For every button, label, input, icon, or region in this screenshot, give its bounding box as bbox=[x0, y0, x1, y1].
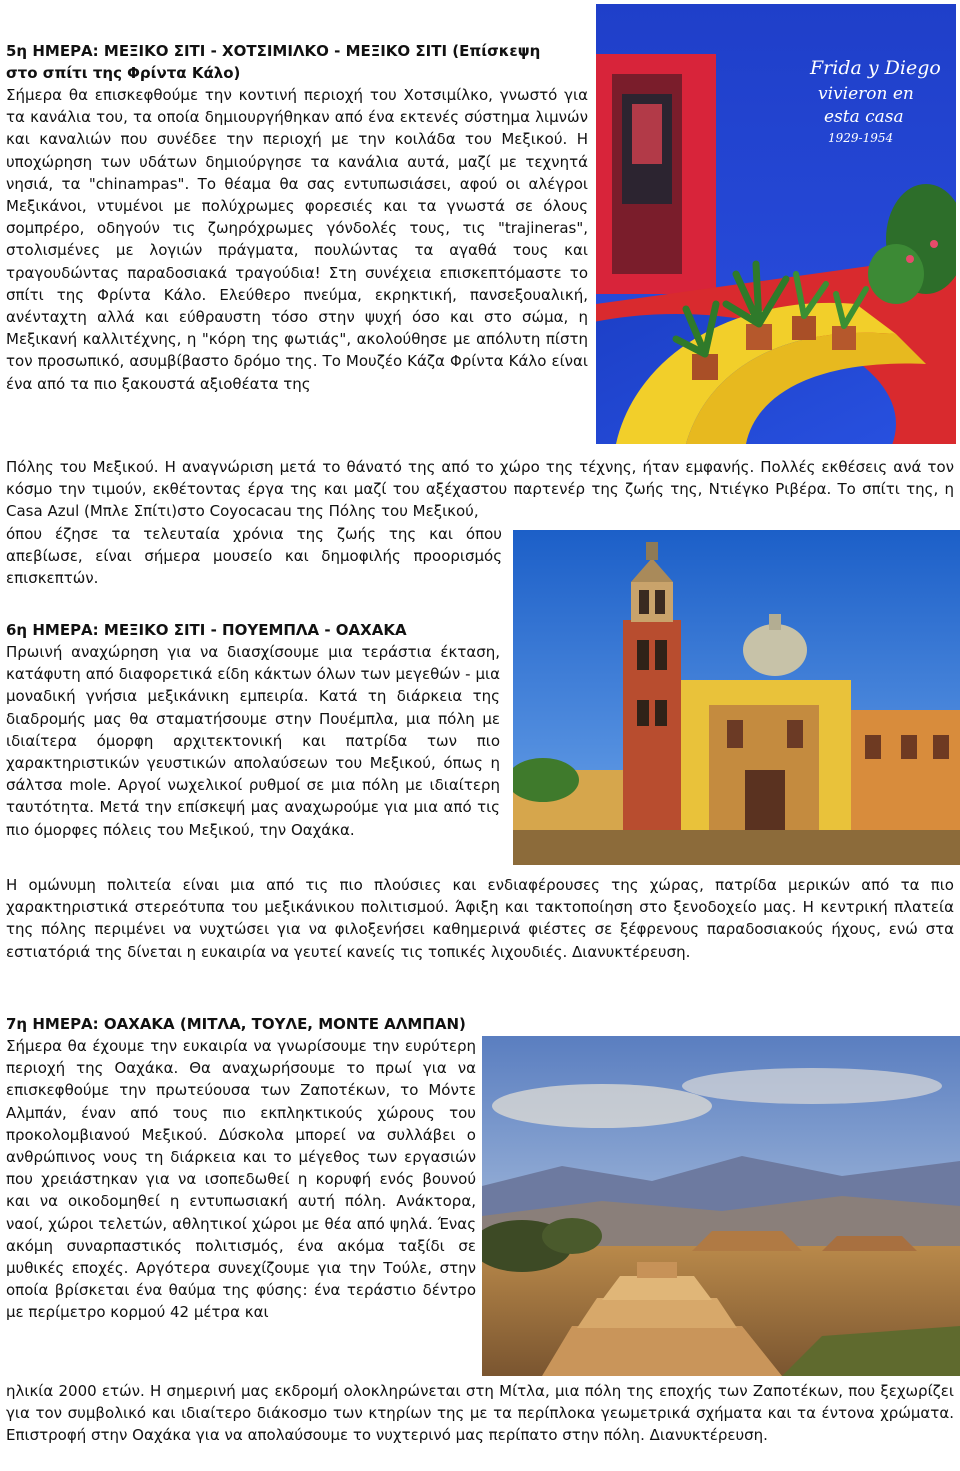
day5-paragraph: Σήμερα θα επισκεφθούμε την κοντινή περιοχή του Χοτσιμίλκο, γνωστό για τα κανάλια του, τα οποία δημιουργήθηκαν από ένα εκτενές σύστημα λιμνών και καναλιών που συνέδεε την περιοχή με την κοιλάδα του Μεξικού. Η υποχώρηση των υδάτων δημιούργησε τα κανάλια αυτά, μαζί με τεχνητά νησιά, τα "chinampas". Το θέαμα θα σας εντυπωσιάσει, αφού οι αλέγροι Μεξικάνοι, ντυμένοι με πολύχρωμες φορεσιές και τα γνωστά σε όλους σομπρέρο, οδηγούν τις ζωηρόχρωμες γόνδολές τους, τις "trajineras", στολισμένες με λογιών πράγματα, πουλώντας τα αγαθά τους και τραγουδώντας παραδοσιακά τραγούδια! Στη συνέχεια επισκεπτόμαστε το σπίτι της Φρίντα Κάλο. Ελεύθερο πνεύμα, εκρηκτική, πανσεξουαλική, ανένταχτη αλλά και εύθραυστη τόσο στην ψυχή όσο και στο σώμα, η Μεξικανή καλλιτέχνης, η "κόρη της φωτιάς", ακολούθησε με απόλυτη πίστη τον προσωπικό, ασυμβίβαστο δρόμο της. Το Μουζέο Κάζα Φρίντα Κάλο είναι ένα από τα πιο ξακουστά αξιοθέατα της bbox=[6, 86, 588, 393]
puebla-church-image bbox=[513, 530, 960, 865]
day5-paragraph-tail: όπου έζησε τα τελευταία χρόνια της ζωής της και όπου απεβίωσε, είναι σήμερα μουσείο και δημοφιλής προορισμός επισκεπτών. bbox=[6, 525, 502, 588]
day5-heading: 5η ΗΜΕΡΑ: ΜΕΞΙΚΟ ΣΙΤΙ - ΧΟΤΣΙΜΙΛΚΟ - ΜΕΞΙΚΟ ΣΙΤΙ (Επίσκεψη στο σπίτι της Φρίντα Κάλο) bbox=[6, 42, 541, 83]
svg-text:esta casa: esta casa bbox=[824, 107, 904, 127]
frida-kahlo-house-image bbox=[596, 4, 956, 444]
day6-heading: 6η ΗΜΕΡΑ: ΜΕΞΙΚΟ ΣΙΤΙ - ΠΟΥΕΜΠΛΑ - ΟΑΧΑΚΑ bbox=[6, 621, 407, 639]
svg-text:Frida y Diego: Frida y Diego bbox=[810, 57, 941, 79]
svg-text:vivieron en: vivieron en bbox=[818, 84, 914, 104]
monte-alban-image bbox=[482, 1036, 960, 1376]
day7-paragraph-continued: ηλικία 2000 ετών. Η σημερινή μας εκδρομή ολοκληρώνεται στη Μίτλα, μια πόλη της εποχής των Ζαποτέκων, που ξεχωρίζει για τον συμβολικό και ιδιαίτερο διάκοσμο των κτηρίων της με τα περίπλοκα γεωμετρικά σχήματα και τα έντονα χρώματα. Επιστροφή στην Οαχάκα για να απολαύσουμε το νυχτερινό μας περίπατο στην πόλη. Διανυκτέρευση. bbox=[6, 1382, 954, 1445]
day5-paragraph-continued: Πόλης του Μεξικού. Η αναγνώριση μετά το θάνατό της από το χώρο της τέχνης, ήταν εμφανής. Πολλές εκθέσεις ανά τον κόσμο την τιμούν, εκθέτοντας έργα της και μαζί του αξέχαστου παρτενέρ της ζωής της, Ντιέγκο Ριβέρα. Το σπίτι της, η Casa Azul (Μπλε Σπίτι)στο Coyocacau της Πόλης του Μεξικού, bbox=[6, 458, 954, 521]
day7-heading: 7η ΗΜΕΡΑ: ΟΑΧΑΚΑ (ΜΙΤΛΑ, ΤΟΥΛΕ, ΜΟΝΤΕ ΑΛΜΠΑΝ) bbox=[6, 1015, 466, 1033]
day6-paragraph: Πρωινή αναχώρηση για να διασχίσουμε μια τεράστια έκταση, κατάφυτη από διαφορετικά είδη κάκτων όλων των μεγεθών - μια μοναδική γνήσια μεξικάνικη εμπειρία. Κατά τη διάρκεια της διαδρομής μας θα σταματήσουμε στην Πουέμπλα, μια πόλη με ιδιαίτερα όμορφη αρχιτεκτονική και πατρίδα των πιο χαρακτηριστικών γευστικών απολαύσεων του Μεξικού, όπως η σάλτσα mole. Αργοί νωχελικοί ρυθμοί σε μια πόλη με ιδιαίτερη ταυτότητα. Μετά την επίσκεψή μας αναχωρούμε για μια από τις πιο όμορφες πόλεις του Μεξικού, την Οαχάκα. bbox=[6, 643, 500, 839]
day6-paragraph-continued: Η ομώνυμη πολιτεία είναι μια από τις πιο πλούσιες και ενδιαφέρουσες της χώρας, πατρίδα μερικών από τα πιο χαρακτηριστικά στερεότυπα του μεξικάνικου πολιτισμού. Άφιξη και τακτοποίηση στο ξενοδοχείο μας. Η κεντρική πλατεία της πόλης περιμένει να νυχτώσει για να φιλοξενήσει καθημερινά φιέστες σε ξέφρενους παραδοσιακούς ήχους, ενώ στα εστιατόριά της δίνεται η ευκαιρία να γευτεί κανείς τις τοπικές λιχουδιές. Διανυκτέρευση. bbox=[6, 876, 954, 961]
svg-text:1929-1954: 1929-1954 bbox=[828, 131, 894, 145]
day7-paragraph: Σήμερα θα έχουμε την ευκαιρία να γνωρίσουμε την ευρύτερη περιοχή της Οαχάκα. Θα αναχωρήσουμε το πρωί για να επισκεφθούμε την πρωτεύουσα των Ζαποτέκων, το Μόντε Αλμπάν, έναν από τους πιο εκπληκτικούς χώρους του προκολομβιανού Μεξικού. Δύσκολα μπορεί να συλλάβει ο ανθρώπινος νους τη διάρκεια και το μέγεθος των εργασιών που χρειάστηκαν για να ισοπεδωθεί η κορυφή ενός βουνού και να οικοδομηθεί η εντυπωσιακή αυτή πόλη. Ανάκτορα, ναοί, χώροι τελετών, αθλητικοί χώροι με θέα από ψηλά. Ένας ακόμη συναρπαστικός πολιτισμός, ένα ακόμα ταξίδι σε μυθικές εποχές. Αργότερα συνεχίζουμε για την Τούλε, στην οποία βρίσκεται ένα θαύμα της φύσης: ένα τεράστιο δέντρο με περίμετρο κορμού 42 μέτρα και bbox=[6, 1037, 476, 1322]
